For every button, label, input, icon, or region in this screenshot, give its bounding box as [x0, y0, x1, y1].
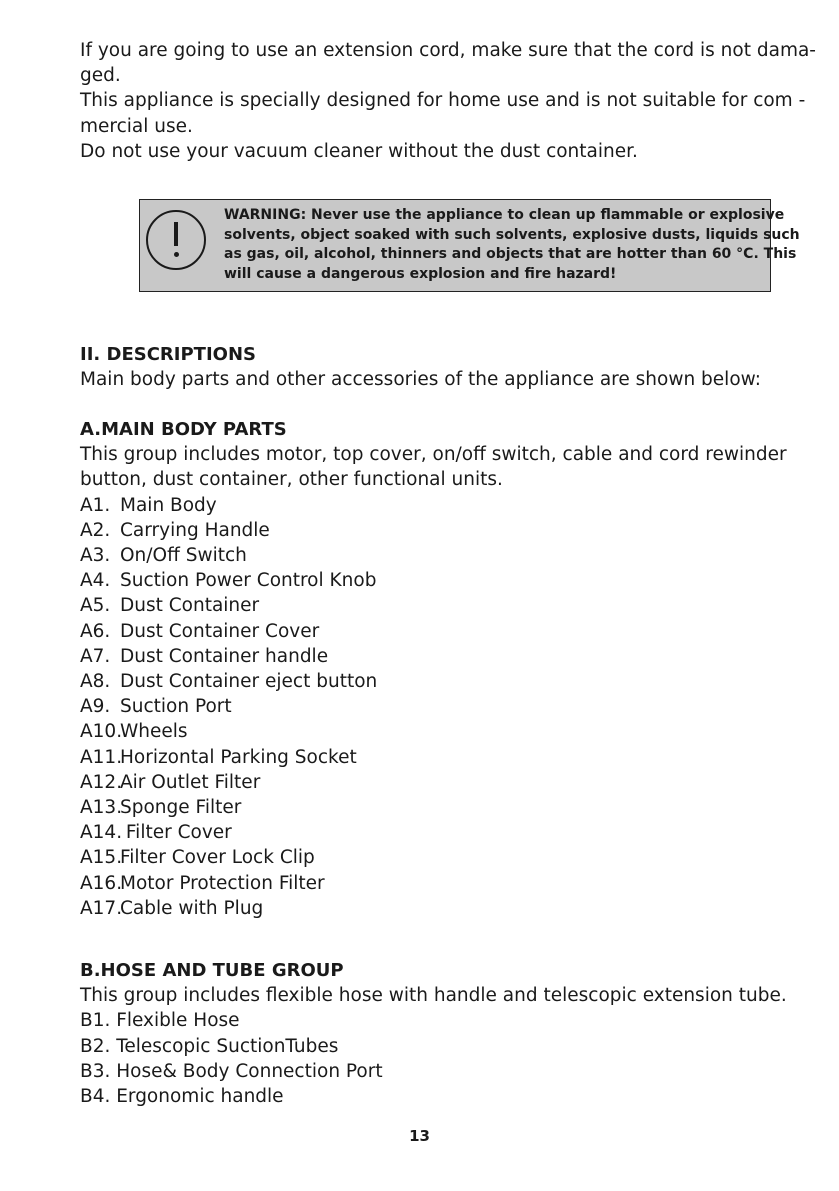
- main-body-list: [80, 493, 780, 921]
- item-label: Dust Container handle: [120, 645, 329, 667]
- item-code: A15.: [80, 847, 123, 869]
- page-number: 13: [409, 1127, 430, 1145]
- item-label: Motor Protection Filter: [120, 872, 325, 894]
- list-item: [80, 493, 780, 518]
- item-label: Wheels: [120, 721, 188, 743]
- item-label: Horizontal Parking Socket: [120, 746, 357, 768]
- item-label: Dust Container: [120, 595, 260, 617]
- intro-line: ged.: [80, 65, 121, 87]
- item-label: Air Outlet Filter: [120, 771, 261, 793]
- warning-line: as gas, oil, alcohol, thinners and objects that are hotter than 60 °C. This: [224, 246, 797, 263]
- item-label: On/Off Switch: [120, 545, 247, 567]
- item-code: A5.: [80, 595, 111, 617]
- item-code: A4.: [80, 570, 111, 592]
- item-code: A1.: [80, 494, 111, 516]
- list-item: [80, 795, 780, 820]
- main-body-text: This group includes motor, top cover, on/off switch, cable and cord rewinder: [80, 444, 787, 466]
- exclamation-circle-icon: [146, 210, 206, 270]
- hose-heading: B.HOSE AND TUBE GROUP: [80, 960, 344, 981]
- main-body-text: button, dust container, other functional units.: [80, 469, 503, 491]
- item-code: A2.: [80, 519, 111, 541]
- item-code: A10.: [80, 721, 123, 743]
- warning-line: WARNING: Never use the appliance to clean up flammable or explosive: [224, 207, 785, 223]
- list-item: B4. Ergonomic handle: [80, 1086, 284, 1108]
- list-item: [80, 719, 780, 744]
- item-label: Dust Container eject button: [120, 671, 378, 693]
- list-item: [80, 820, 780, 845]
- list-item: [80, 896, 780, 921]
- list-item: [80, 871, 780, 896]
- list-item: [80, 568, 780, 593]
- list-item: [80, 694, 780, 719]
- list-item: [80, 518, 780, 543]
- list-item: [80, 644, 780, 669]
- list-item: B2. Telescopic SuctionTubes: [80, 1035, 339, 1057]
- list-item: [80, 619, 780, 644]
- warning-text: [224, 206, 800, 284]
- descriptions-section: [80, 342, 780, 392]
- item-code: A8.: [80, 671, 111, 693]
- list-item: [80, 669, 780, 694]
- item-label: Carrying Handle: [120, 519, 270, 541]
- descriptions-text: Main body parts and other accessories of the appliance are shown below:: [80, 369, 761, 391]
- item-code: A12.: [80, 771, 123, 793]
- list-item: [80, 845, 780, 870]
- main-body-heading: A.MAIN BODY PARTS: [80, 419, 287, 440]
- intro-line: If you are going to use an extension cord, make sure that the cord is not dama-: [80, 40, 816, 61]
- list-item: [80, 543, 780, 568]
- item-code: A13.: [80, 797, 123, 819]
- item-label: Sponge Filter: [120, 797, 242, 819]
- list-item: [80, 770, 780, 795]
- item-label: Cable with Plug: [120, 897, 264, 919]
- list-item: B1. Flexible Hose: [80, 1010, 240, 1032]
- descriptions-heading: II. DESCRIPTIONS: [80, 344, 256, 365]
- item-code: A16.: [80, 872, 123, 894]
- item-code: A14.: [80, 822, 123, 844]
- intro-line: Do not use your vacuum cleaner without the dust container.: [80, 140, 638, 162]
- warning-box: [139, 199, 800, 292]
- warning-line: solvents, object soaked with such solvents, explosive dusts, liquids such: [224, 226, 800, 243]
- item-label: Suction Port: [120, 696, 232, 718]
- main-body-section: [80, 417, 787, 921]
- list-item: [80, 745, 780, 770]
- item-code: A3.: [80, 545, 111, 567]
- list-item: B3. Hose& Body Connection Port: [80, 1060, 383, 1082]
- item-code: A6.: [80, 620, 111, 642]
- intro-line: mercial use.: [80, 115, 193, 137]
- intro-line: This appliance is specially designed for home use and is not suitable for com -: [80, 90, 806, 112]
- item-label: Main Body: [120, 494, 217, 516]
- item-label: Suction Power Control Knob: [120, 570, 377, 592]
- warning-line: will cause a dangerous explosion and fire hazard!: [224, 265, 617, 282]
- item-code: A9.: [80, 696, 111, 718]
- intro-section: [80, 38, 816, 164]
- item-label: Dust Container Cover: [120, 620, 320, 642]
- hose-text: This group includes flexible hose with handle and telescopic extension tube.: [80, 985, 787, 1007]
- item-label: Filter Cover Lock Clip: [120, 847, 315, 869]
- item-code: A7.: [80, 645, 111, 667]
- item-label: Filter Cover: [120, 822, 232, 844]
- hose-section: [80, 958, 787, 1109]
- list-item: [80, 593, 780, 618]
- item-code: A17.: [80, 897, 123, 919]
- item-code: A11.: [80, 746, 123, 768]
